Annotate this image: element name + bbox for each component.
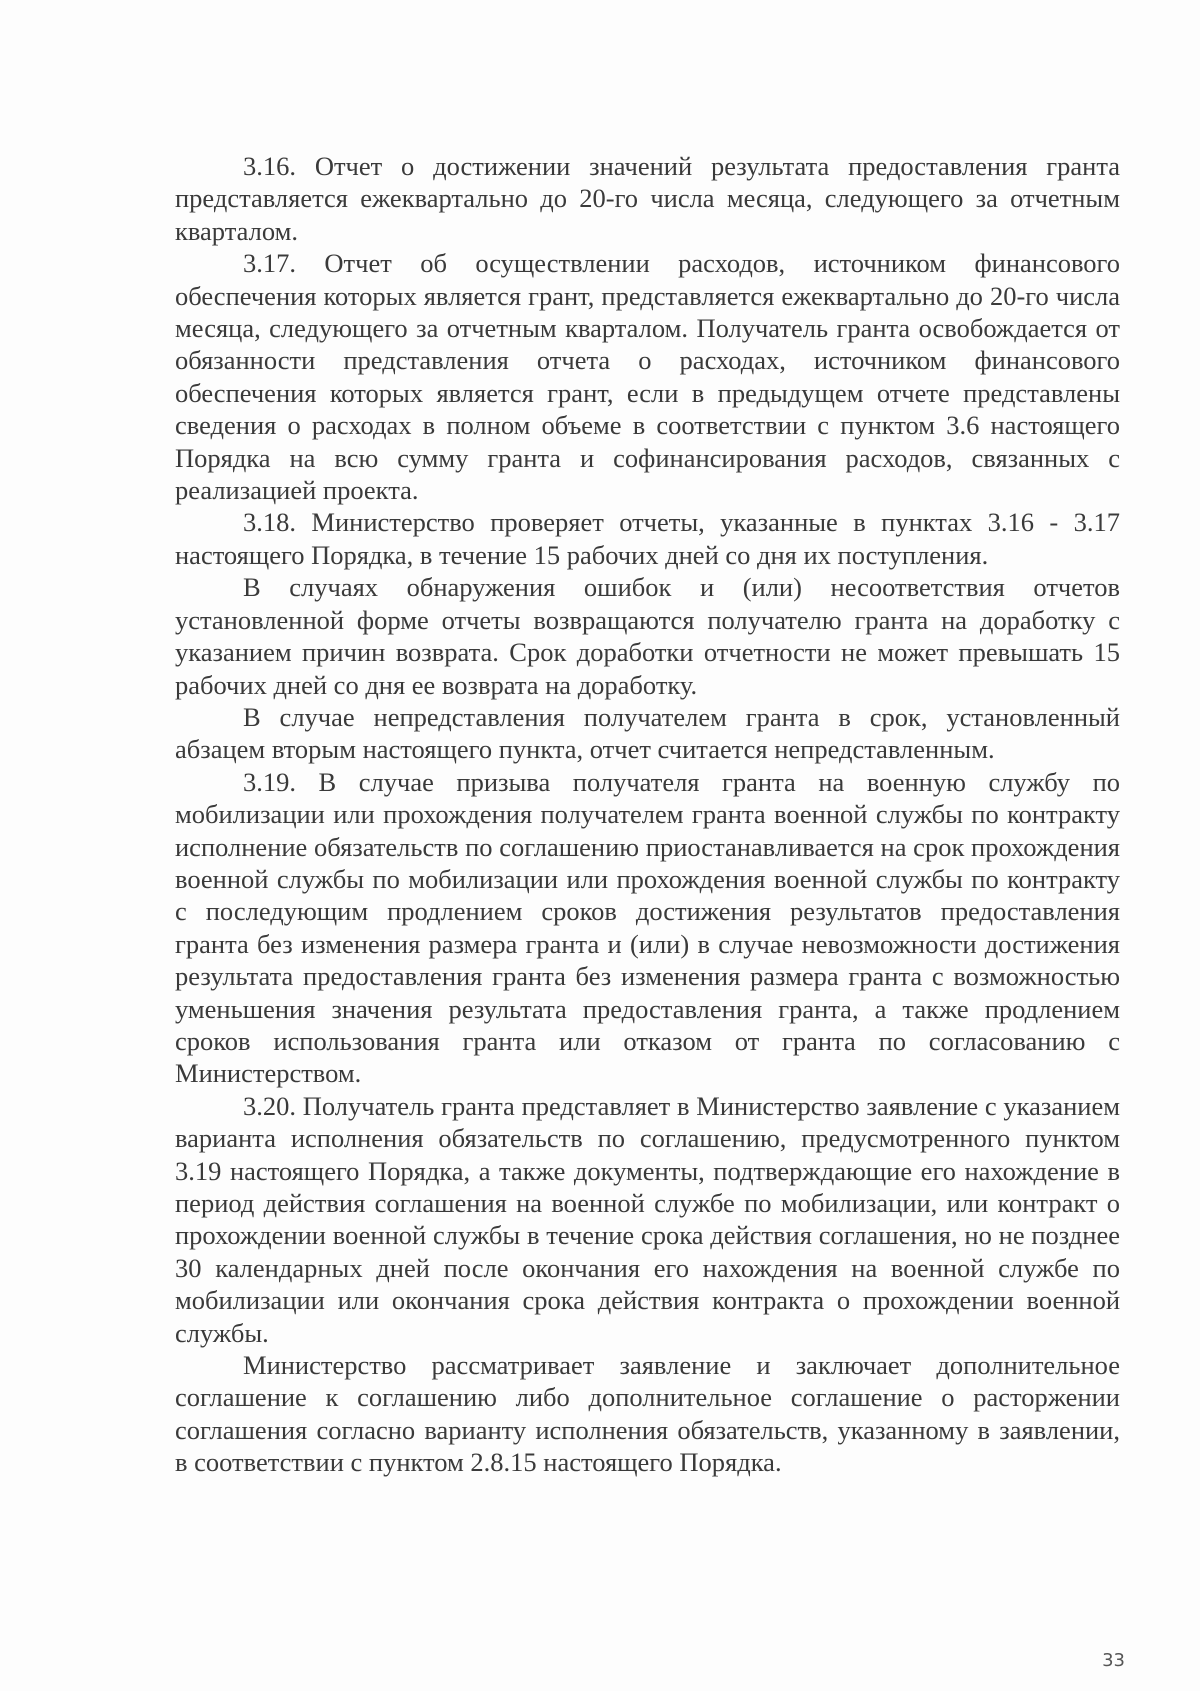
document-body [175,150,1120,1479]
paragraph-3-16: 3.16. Отчет о достижении значений результата предоставления гранта представляется ежеквартально до 20-го числа месяца, следующего за отчетным кварталом. [175,151,1120,246]
page-number: 33 [1102,1650,1125,1671]
paragraph-3-19: 3.19. В случае призыва получателя гранта на военную службу по мобилизации или прохождения получателем гранта военной службы по контракту исполнение обязательств по соглашению приостанавливается на срок прохождения военной службы по мобилизации или прохождения военной службы по контракту с последующим продлением сроков достижения результатов предоставления гранта без изменения размера гранта и (или) в случае невозможности достижения результата предоставления гранта без изменения размера гранта с возможностью уменьшения значения результата предоставления гранта, а также продлением сроков использования гранта или отказом от гранта по согласованию с Министерством. [175,766,1120,1089]
paragraph-3-20-ministry: Министерство рассматривает заявление и заключает дополнительное соглашение к соглашению либо дополнительное соглашение о расторжении соглашения согласно варианту исполнения обязательств, указанному в заявлении, в соответствии с пунктом 2.8.15 настоящего Порядка. [175,1350,1120,1478]
paragraph-3-18-nonsubmission: В случае непредставления получателем гранта в срок, установленный абзацем вторым настоящего пункта, отчет считается непредставленным. [175,701,1120,765]
paragraph-3-18: 3.18. Министерство проверяет отчеты, указанные в пунктах 3.16 - 3.17 настоящего Порядка, в течение 15 рабочих дней со дня их поступления. [175,507,1120,570]
paragraph-3-20: 3.20. Получатель гранта представляет в Министерство заявление с указанием варианта исполнения обязательств по соглашению, предусмотренного пунктом 3.19 настоящего Порядка, а также документы, подтверждающие его нахождение в период действия соглашения на военной службе по мобилизации, или контракт о прохождении военной службы в течение срока действия соглашения, но не позднее 30 календарных дней после окончания его нахождения на военной службе по мобилизации или окончания срока действия контракта о прохождении военной службы. [175,1090,1120,1348]
paragraph-3-17: 3.17. Отчет об осуществлении расходов, источником финансового обеспечения которых является грант, представляется ежеквартально до 20-го числа месяца, следующего за отчетным кварталом. Получатель гранта освобождается от обязанности представления отчета о расходах, источником финансового обеспечения которых является грант, если в предыдущем отчете представлены сведения о расходах в полном объеме в соответствии с пунктом 3.6 настоящего Порядка на всю сумму гранта и софинансирования расходов, связанных с реализацией проекта. [175,248,1120,506]
paragraph-3-18-errors: В случаях обнаружения ошибок и (или) несоответствия отчетов установленной форме отчеты возвращаются получателю гранта на доработку с указанием причин возврата. Срок доработки отчетности не может превышать 15 рабочих дней со дня ее возврата на доработку. [175,572,1120,700]
